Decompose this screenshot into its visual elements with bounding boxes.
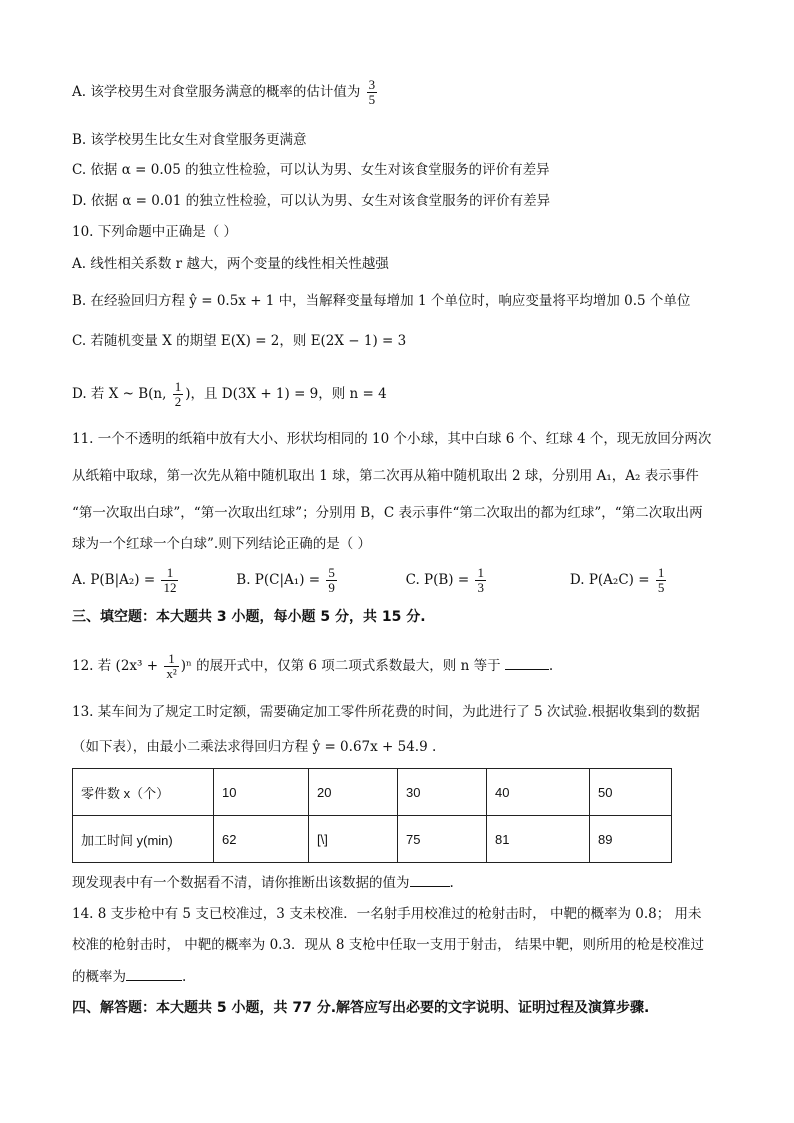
q13-data-table: [72, 768, 672, 863]
table-row: [73, 769, 672, 816]
table-cell-unclear: [\]: [309, 816, 398, 863]
table-cell: 75: [398, 816, 487, 863]
q13-line-1: 13. 某车间为了规定工时定额，需要确定加工零件所花费的时间，为此进行了 5 次试验.根据收集到的数据: [72, 704, 700, 720]
q11-option-b-fraction: [326, 566, 337, 595]
q12-fraction: [164, 652, 178, 681]
q11-option-b: [236, 566, 401, 595]
q11-line-4: 球为一个红球一个白球”.则下列结论正确的是（ ）: [72, 536, 371, 552]
q9-option-a-fraction: [367, 78, 378, 107]
q10-option-d: [72, 380, 387, 409]
q11-option-d: [570, 566, 668, 595]
q12-pre: 12. 若 (2x³ +: [72, 658, 163, 674]
q12-end: .: [548, 658, 554, 674]
q10-option-c: C. 若随机变量 X 的期望 E(X) = 2，则 E(2X − 1) = 3: [72, 333, 407, 349]
fraction-numerator: 1: [477, 565, 484, 580]
q11-options: [72, 566, 668, 595]
q11-option-d-pre: D. P(A₂C) =: [569, 572, 650, 588]
q13-question: [72, 872, 454, 893]
q11-option-d-fraction: [656, 566, 667, 595]
q14-line-2: 校准的枪射击时， 中靶的概率为 0.3．现从 8 支枪中任取一支用于射击， 结果中靶，则所用的枪是校准过: [72, 937, 705, 953]
q13-question-text: 现发现表中有一个数据看不清，请你推断出该数据的值为: [72, 875, 410, 891]
q9-option-a-text: A. 该学校男生对食堂服务满意的概率的估计值为: [72, 84, 361, 100]
q9-option-a: [72, 78, 379, 107]
fraction-numerator: 1: [174, 379, 182, 394]
table-row-header: 加工时间 y(min): [73, 816, 214, 863]
table-cell: 40: [487, 769, 590, 816]
fraction-denominator: x²: [166, 666, 177, 681]
q9-option-c: C. 依据 α = 0.05 的独立性检验，可以认为男、女生对该食堂服务的评价有差异: [72, 162, 550, 178]
table-row: [73, 816, 672, 863]
q14-line-1: 14. 8 支步枪中有 5 支已校准过，3 支未校准．一名射手用校准过的枪射击时， 中靶的概率为 0.8； 用未: [72, 906, 702, 922]
q10-option-a: A. 线性相关系数 r 越大，两个变量的线性相关性越强: [72, 256, 389, 272]
table-cell: 89: [590, 816, 672, 863]
q10-option-b: B. 在经验回归方程 ŷ = 0.5x + 1 中，当解释变量每增加 1 个单位时，响应变量将平均增加 0.5 个单位: [72, 293, 691, 309]
table-cell: 50: [590, 769, 672, 816]
q11-option-c-pre: C. P(B) =: [405, 572, 470, 588]
q14-answer-blank[interactable]: [126, 966, 182, 981]
q10-option-d-pre: D. 若 X ~ B(n,: [72, 386, 171, 402]
section-3-heading: 三、填空题：本大题共 3 小题，每小题 5 分，共 15 分.: [72, 609, 426, 625]
q14-line-3-text: 的概率为: [72, 969, 126, 985]
q10-option-d-fraction: [173, 380, 184, 409]
q9-option-b: B. 该学校男生比女生对食堂服务更满意: [72, 132, 307, 148]
q10-stem: 10. 下列命题中正确是（ ）: [72, 224, 238, 240]
q13-end: .: [449, 875, 454, 891]
fraction-denominator: 12: [163, 580, 177, 595]
fraction-denominator: 2: [174, 394, 182, 409]
table-cell: 10: [214, 769, 309, 816]
fraction-denominator: 5: [657, 580, 665, 595]
q13-answer-blank[interactable]: [410, 872, 450, 887]
q12: [72, 652, 553, 681]
fraction-numerator: 5: [328, 565, 335, 580]
fraction-numerator: 1: [161, 566, 178, 581]
table-cell: 81: [487, 816, 590, 863]
fraction-denominator: 3: [477, 580, 484, 595]
q11-option-c-fraction: [475, 566, 486, 595]
q13-line-2: （如下表），由最小二乘法求得回归方程 ŷ = 0.67x + 54.9 .: [72, 739, 437, 755]
q11-line-3: “第一次取出白球”，“第一次取出红球”；分别用 B，C 表示事件“第二次取出的都为红球”，“第二次取出两: [72, 505, 703, 521]
fraction-numerator: 1: [657, 565, 665, 580]
fraction-numerator: 1: [164, 652, 178, 667]
q12-answer-blank[interactable]: [505, 655, 549, 670]
q10-option-d-post: )，且 D(3X + 1) = 9，则 n = 4: [185, 386, 387, 402]
q12-post: )ⁿ 的展开式中，仅第 6 项二项式系数最大，则 n 等于: [180, 658, 501, 674]
section-4-heading: 四、解答题：本大题共 5 小题，共 77 分.解答应写出必要的文字说明、证明过程及演算步骤.: [72, 1000, 650, 1016]
table-row-header: 零件数 x（个）: [73, 769, 214, 816]
q11-option-a-pre: A. P(B|A₂) =: [72, 572, 156, 588]
q11-option-b-pre: B. P(C|A₁) =: [236, 572, 321, 588]
q14-line-3: [72, 966, 186, 987]
fraction-denominator: 9: [328, 580, 335, 595]
q11-option-c: [406, 566, 566, 595]
q14-end: .: [182, 969, 187, 985]
table-cell: 30: [398, 769, 487, 816]
fraction-denominator: 5: [368, 92, 376, 107]
q11-line-2: 从纸箱中取球，第一次先从箱中随机取出 1 球，第二次再从箱中随机取出 2 球，分别用 A₁，A₂ 表示事件: [72, 468, 699, 484]
q11-option-a: [72, 566, 232, 595]
q11-line-1: 11. 一个不透明的纸箱中放有大小、形状均相同的 10 个小球，其中白球 6 个、红球 4 个，现无放回分两次: [72, 431, 712, 447]
q11-option-a-fraction: [161, 566, 178, 595]
table-cell: 20: [309, 769, 398, 816]
q9-option-d: D. 依据 α = 0.01 的独立性检验，可以认为男、女生对该食堂服务的评价有差异: [72, 193, 551, 209]
table-cell: 62: [214, 816, 309, 863]
fraction-numerator: 3: [368, 77, 376, 92]
